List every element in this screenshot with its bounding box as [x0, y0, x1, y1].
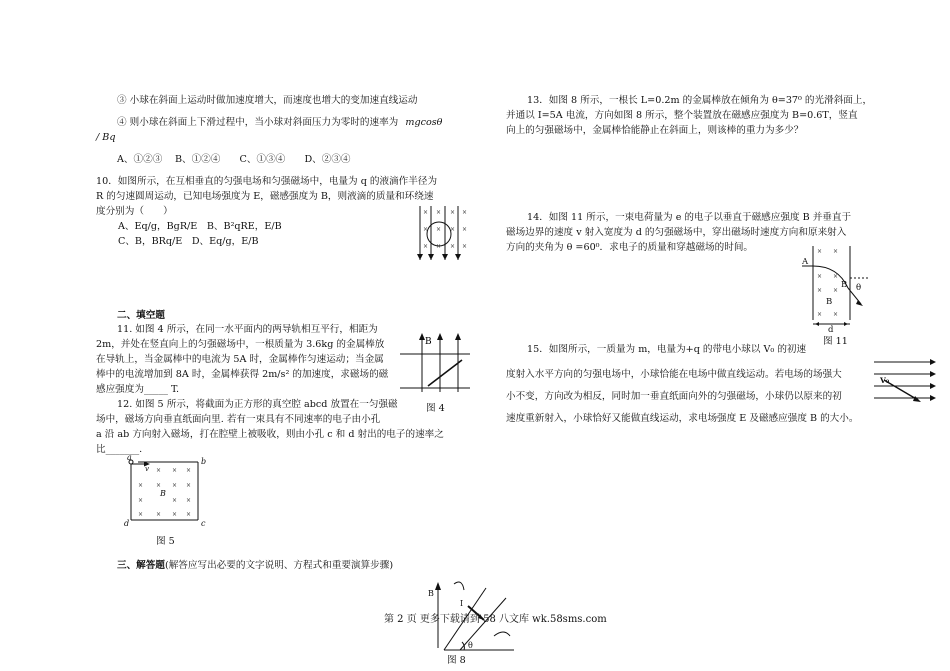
fig5-c-label: c [201, 519, 206, 528]
q15-line1: 15．如图所示，一质量为 m，电量为+q 的带电小球以 V₀ 的初速 [527, 344, 807, 355]
svg-text:×: × [156, 467, 162, 474]
q11-line2: 2m，并处在竖直向上的匀强磁场中，一根质量为 3.6kg 的金属棒放 [96, 339, 385, 350]
q10-line2: R 的匀速圆周运动，已知电场强度为 E，磁感强度为 B，则液滴的质量和环绕速 [96, 191, 434, 202]
svg-text:×: × [186, 497, 192, 504]
svg-text:×: × [833, 311, 839, 318]
svg-text:×: × [436, 226, 442, 233]
q9-item3: ③ 小球在斜面上运动时做加速度增大，而速度也增大的变加速直线运动 [117, 95, 418, 106]
svg-text:×: × [156, 511, 162, 518]
svg-text:×: × [156, 482, 162, 489]
svg-text:×: × [423, 226, 429, 233]
svg-text:×: × [138, 511, 144, 518]
svg-text:×: × [436, 243, 442, 250]
q9-item4-expr: mgcosθ [405, 117, 443, 128]
figure-4-caption: 图 4 [426, 403, 445, 414]
q12-line4: 比_______. [96, 444, 143, 455]
section-solve [117, 558, 393, 573]
q12-line3: a 沿 ab 方向射入磁场，打在腔壁上被吸收，则由小孔 c 和 d 射出的电子的速率之 [96, 429, 444, 440]
figure-11 [798, 244, 872, 332]
svg-text:×: × [138, 482, 144, 489]
q15-line4: 速度重新射入，小球恰好又能做直线运动，求电场强度 E 及磁感应强度 B 的大小。 [506, 413, 859, 424]
fig11-a-label: A [802, 257, 809, 267]
q13-line2: 并通以 I=5A 电流，方向如图 8 所示，整个装置放在磁感应强度为 B=0.6T，竖直 [506, 110, 858, 121]
fig5-a-label: a [127, 453, 132, 462]
fig5-b-label: b [201, 457, 207, 466]
figure-11-caption: 图 11 [823, 336, 848, 347]
fig11-theta-label: θ [856, 283, 862, 293]
svg-text:×: × [817, 287, 823, 294]
fig11-field-label: B [826, 297, 833, 307]
q10-line1: 10．如图所示，在互相垂直的匀强电场和匀强磁场中，电量为 q 的液滴作半径为 [96, 176, 438, 187]
q10-option-c: C、B，BRq/E D、Eq/g，E/B [118, 236, 259, 247]
figure-5 [120, 452, 210, 530]
q9-item4-cont: / Bq [96, 132, 116, 143]
figure-4 [400, 330, 472, 396]
fig5-b-field-label: B [160, 489, 166, 498]
svg-text:×: × [186, 511, 192, 518]
figure-8-caption: 图 8 [447, 655, 466, 666]
svg-text:×: × [817, 248, 823, 255]
svg-text:×: × [186, 482, 192, 489]
fig8-b-label: B [428, 589, 434, 598]
svg-text:×: × [817, 273, 823, 280]
svg-text:×: × [833, 248, 839, 255]
q9-item4-text: ④ 则小球在斜面上下滑过程中，当小球对斜面压力为零时的速率为 [117, 117, 399, 128]
fig5-d-label: d [124, 519, 130, 528]
fig11-d-label: d [828, 325, 834, 332]
q11-line3: 在导轨上，当金属棒中的电流为 5A 时，金属棒作匀速运动；当金属 [96, 354, 384, 365]
q14-line3: 方向的夹角为 θ =60⁰．求电子的质量和穿越磁场的时间。 [506, 242, 754, 253]
q10-option-a: A、Eq/g，BgR/E B、B²qRE，E/B [118, 221, 282, 232]
q15-line3: 小不变，方向改为相反，同时加一垂直纸面向外的匀强磁场，小球仍以原来的初 [506, 391, 842, 402]
q9-item4 [117, 115, 442, 130]
svg-text:×: × [172, 467, 178, 474]
svg-text:×: × [817, 311, 823, 318]
fig4-b-label: B [425, 337, 432, 347]
fig15-v0-label: V₀ [880, 376, 890, 385]
q13-line3: 向上的匀强磁场中，金属棒恰能静止在斜面上，则该棒的重力为多少？ [506, 125, 804, 136]
svg-text:×: × [462, 209, 468, 216]
svg-text:×: × [172, 511, 178, 518]
fig8-theta-label: θ [468, 641, 473, 650]
section-solve-title: 三、解答题 [117, 560, 165, 571]
q11-line4: 棒中的电流增加到 8A 时，金属棒获得 2m/s² 的加速度，求磁场的磁 [96, 369, 389, 380]
svg-text:×: × [833, 273, 839, 280]
svg-text:×: × [423, 209, 429, 216]
svg-text:×: × [450, 226, 456, 233]
q12-line1: 12. 如图 5 所示，将截面为正方形的真空腔 abcd 放置在一匀强磁 [117, 399, 398, 410]
svg-text:×: × [436, 209, 442, 216]
svg-text:×: × [172, 497, 178, 504]
figure-5-caption: 图 5 [156, 536, 175, 547]
svg-text:×: × [172, 482, 178, 489]
q15-field-figure [872, 356, 938, 408]
svg-text:×: × [450, 209, 456, 216]
svg-text:×: × [833, 287, 839, 294]
svg-text:×: × [450, 243, 456, 250]
svg-text:×: × [138, 497, 144, 504]
fig8-i-label: I [460, 599, 464, 608]
q9-options: A、①②③ B、①②④ C、①③④ D、②③④ [117, 154, 351, 165]
q12-line2: 场中，磁场方向垂直纸面向里. 若有一束具有不同速率的电子由小孔 [96, 414, 381, 425]
q14-line1: 14．如图 11 所示，一束电荷量为 e 的电子以垂直于磁感应强度 B 并垂直于 [527, 212, 852, 223]
q15-line2: 度射入水平方向的匀强电场中，小球恰能在电场中做直线运动。若电场的场强大 [506, 369, 842, 380]
svg-text:×: × [423, 243, 429, 250]
q10-field-figure [412, 204, 470, 262]
section-solve-note: (解答应写出必要的文字说明、方程式和重要演算步骤) [164, 560, 394, 571]
svg-text:×: × [462, 226, 468, 233]
q14-line2: 磁场边界的速度 v 射入宽度为 d 的匀强磁场中，穿出磁场时速度方向和原来射入 [506, 227, 847, 238]
q13-line1: 13．如图 8 所示，一根长 L=0.2m 的金属棒放在倾角为 θ=37⁰ 的光滑斜面上， [527, 95, 873, 106]
q11-line1: 11. 如图 4 所示，在同一水平面内的两导轨相互平行，相距为 [117, 324, 378, 335]
svg-text:×: × [186, 467, 192, 474]
fig5-v-label: v [145, 465, 149, 473]
section-fill-in: 二、填空题 [117, 310, 165, 321]
svg-text:×: × [462, 243, 468, 250]
q10-line3: 度分别为（ ） [96, 206, 173, 217]
q11-line5: 感应强度为_____ T. [96, 384, 180, 395]
page-footer: 第 2 页 更多下载请到 58 八文库 wk.58sms.com [384, 614, 607, 625]
fig11-b-label: B [841, 280, 848, 290]
